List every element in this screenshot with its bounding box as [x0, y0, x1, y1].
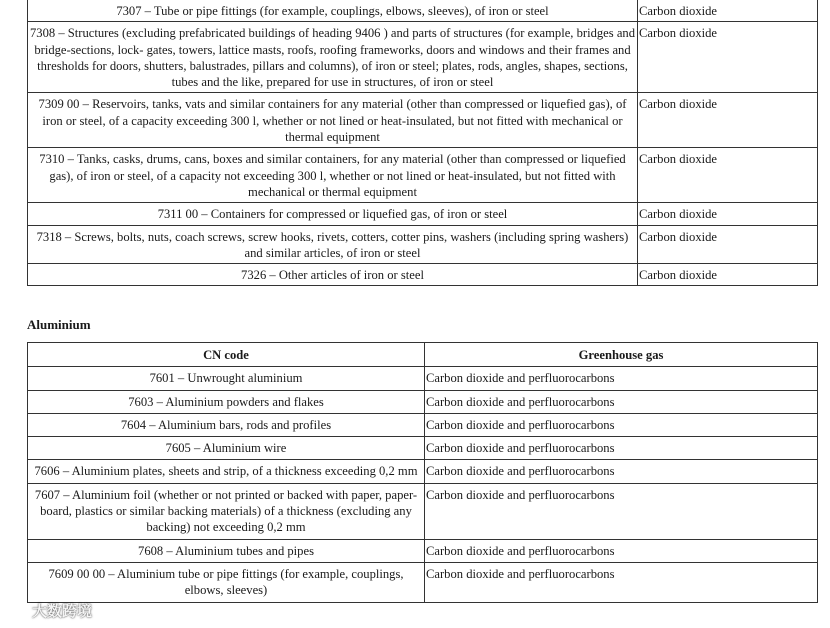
cn-code-cell: 7311 00 – Containers for compressed or liquefied gas, of iron or steel	[28, 203, 638, 225]
greenhouse-gas-cell: Carbon dioxide and perfluorocarbons	[425, 539, 818, 562]
table-header-row	[28, 343, 818, 367]
cn-code-cell: 7604 – Aluminium bars, rods and profiles	[28, 413, 425, 436]
table-row	[28, 390, 818, 413]
cn-code-cell: 7603 – Aluminium powders and flakes	[28, 390, 425, 413]
cn-code-cell: 7307 – Tube or pipe fittings (for example, couplings, elbows, sleeves), of iron or steel	[28, 0, 638, 22]
cn-code-cell: 7609 00 00 – Aluminium tube or pipe fittings (for example, couplings, elbows, sleeves)	[28, 562, 425, 602]
aluminium-table	[27, 342, 818, 603]
table-row	[28, 93, 818, 148]
cn-code-cell: 7326 – Other articles of iron or steel	[28, 264, 638, 286]
cn-code-cell: 7607 – Aluminium foil (whether or not printed or backed with paper, paper-board, plastics or similar backing materials) of a thickness (excluding any backing) not exceeding 0,2 mm	[28, 483, 425, 539]
cn-code-cell: 7308 – Structures (excluding prefabricated buildings of heading 9406 ) and parts of structures (for example, bridges and bridge-sections, lock- gates, towers, lattice masts, roofs, roofing frameworks, doors and windows and their frames and thresholds for doors, shutters, balustrades, pillars and columns), of iron or steel; plates, rods, angles, shapes, sections, tubes and the like, prepared for use in structures, of iron or steel	[28, 22, 638, 93]
greenhouse-gas-cell: Carbon dioxide and perfluorocarbons	[425, 460, 818, 483]
watermark	[6, 600, 92, 621]
greenhouse-gas-cell: Carbon dioxide	[638, 0, 818, 22]
table-row	[28, 483, 818, 539]
greenhouse-gas-cell: Carbon dioxide	[638, 148, 818, 203]
table-row	[28, 0, 818, 22]
greenhouse-gas-cell: Carbon dioxide	[638, 264, 818, 286]
cn-code-cell: 7318 – Screws, bolts, nuts, coach screws, screw hooks, rivets, cotters, cotter pins, washers (including spring washers) and similar articles, of iron or steel	[28, 225, 638, 264]
table-row	[28, 562, 818, 602]
greenhouse-gas-cell: Carbon dioxide and perfluorocarbons	[425, 483, 818, 539]
greenhouse-gas-cell: Carbon dioxide	[638, 225, 818, 264]
watermark-text: 大数跨境	[32, 602, 93, 620]
table-row	[28, 22, 818, 93]
greenhouse-gas-cell: Carbon dioxide	[638, 93, 818, 148]
table-row	[28, 539, 818, 562]
table-row	[28, 225, 818, 264]
bubble-logo-icon	[6, 602, 28, 620]
table-row	[28, 413, 818, 436]
cn-code-cell: 7606 – Aluminium plates, sheets and strip, of a thickness exceeding 0,2 mm	[28, 460, 425, 483]
cn-code-cell: 7601 – Unwrought aluminium	[28, 367, 425, 390]
cn-code-cell: 7605 – Aluminium wire	[28, 437, 425, 460]
column-header-greenhouse-gas: Greenhouse gas	[425, 343, 818, 367]
cn-code-cell: 7310 – Tanks, casks, drums, cans, boxes and similar containers, for any material (other than compressed or liquefied gas), of iron or steel, of a capacity not exceeding 300 l, whether or not lined or heat-insulated, but not fitted with mechanical or thermal equipment	[28, 148, 638, 203]
iron-steel-table	[27, 0, 818, 286]
column-header-cn-code: CN code	[28, 343, 425, 367]
table-row	[28, 203, 818, 225]
greenhouse-gas-cell: Carbon dioxide and perfluorocarbons	[425, 562, 818, 602]
greenhouse-gas-cell: Carbon dioxide and perfluorocarbons	[425, 437, 818, 460]
greenhouse-gas-cell: Carbon dioxide	[638, 203, 818, 225]
greenhouse-gas-cell: Carbon dioxide and perfluorocarbons	[425, 413, 818, 436]
table-row	[28, 264, 818, 286]
greenhouse-gas-cell: Carbon dioxide	[638, 22, 818, 93]
table-row	[28, 148, 818, 203]
greenhouse-gas-cell: Carbon dioxide and perfluorocarbons	[425, 390, 818, 413]
table-row	[28, 367, 818, 390]
table-row	[28, 460, 818, 483]
table-row	[28, 437, 818, 460]
cn-code-cell: 7608 – Aluminium tubes and pipes	[28, 539, 425, 562]
section-heading-aluminium: Aluminium	[27, 317, 91, 332]
greenhouse-gas-cell: Carbon dioxide and perfluorocarbons	[425, 367, 818, 390]
cn-code-cell: 7309 00 – Reservoirs, tanks, vats and similar containers for any material (other than compressed or liquefied gas), of iron or steel, of a capacity exceeding 300 l, whether or not lined or heat-insulated, but not fitted with mechanical or thermal equipment	[28, 93, 638, 148]
